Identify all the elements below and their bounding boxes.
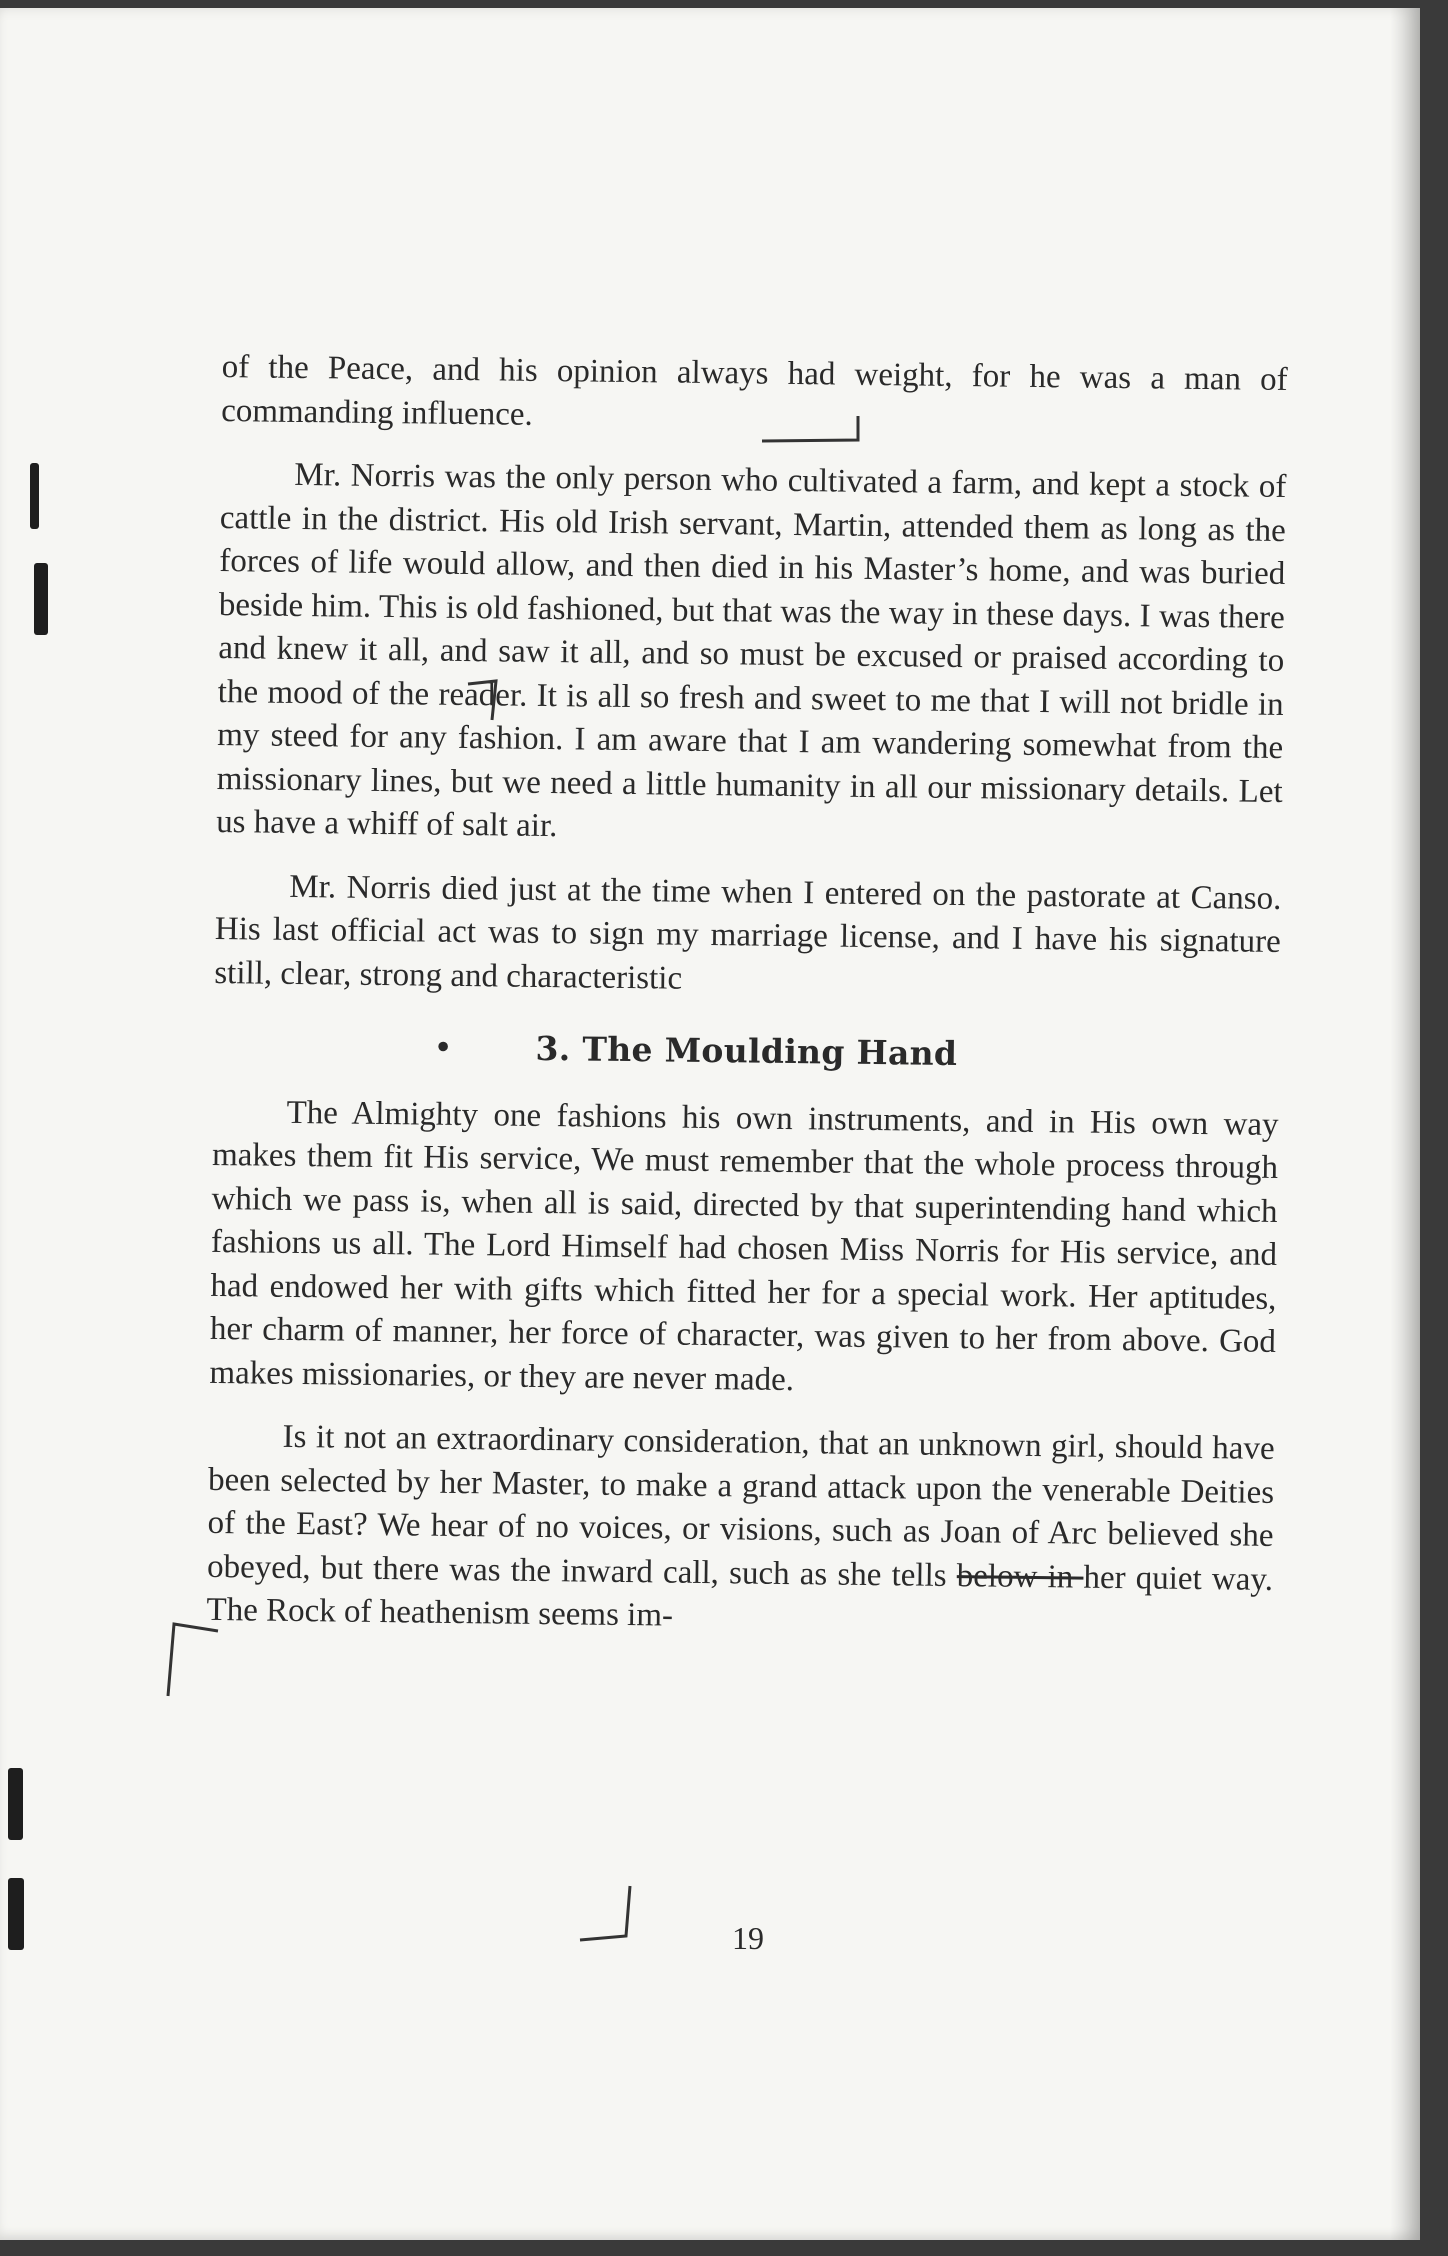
body-text — [206, 346, 1288, 1665]
page-number: 19 — [732, 1920, 764, 1956]
section-heading — [213, 1023, 1279, 1080]
paragraph-3: Mr. Norris died just at the time when I entered on the pastorate at Canso. His last official act was to sign my marriage license, and I have his signature still, clear, strong and characteristic — [214, 868, 1282, 997]
paragraph-5 — [206, 1415, 1275, 1646]
margin-mark-1 — [30, 463, 39, 529]
paragraph-2: Mr. Norris was the only person who cultivated a farm, and kept a stock of cattle in the district. His old Irish servant, Martin, attended them as long as the forces of life would allow, and then died in his Master’s home, and was buried beside him. This is old fashioned, but that was the way in these days. I was there and knew it all, and saw it all, and so must be excused or praised according to the mood of the reader. It is all so fresh and sweet to me that I will not bridle in my steed for any fashion. I am aware that I am wandering somewhat from the missionary lines, but we need a little humanity in all our missionary details. Let us have a whiff of salt air. — [215, 456, 1287, 845]
margin-mark-2 — [34, 563, 48, 635]
book-page — [0, 8, 1420, 2240]
pencil-bracket-4 — [580, 1886, 630, 1940]
struck-text: below in — [956, 1557, 1084, 1596]
paragraph-4: The Almighty one fashions his own instruments, and in His own way makes them fit His service, We must remember that the whole process through which we pass is, when all is said, directed by that superintending hand which fashions us all. The Lord Himself had chosen Miss Norris for His service, and had endowed her with gifts which fitted her for a special work. Her aptitudes, her charm of manner, her force of character, was given to her from above. God makes missionaries, or they are never made. — [209, 1094, 1279, 1398]
paragraph-5-text-a: Is it not an extraordinary consideration, that an unknown girl, should have been selected by her Master, to make a grand attack upon the venerable Deities of the East? We hear of no voices, or visions, such as Joan of Arc believed she obeyed, but there was the inward call, such as she tells — [206, 1418, 1275, 1594]
paragraph-5-text-b: her quiet way. The Rock of heathenism seems im- — [206, 1559, 1274, 1634]
paragraph-1: of the Peace, and his opinion always had weight, for he was a man of commanding influence. — [220, 348, 1288, 433]
margin-mark-3 — [8, 1768, 23, 1840]
heading-text: 3. The Moulding Hand — [535, 1028, 958, 1074]
margin-mark-4 — [8, 1878, 24, 1950]
heading-bullet: • — [433, 1027, 454, 1067]
